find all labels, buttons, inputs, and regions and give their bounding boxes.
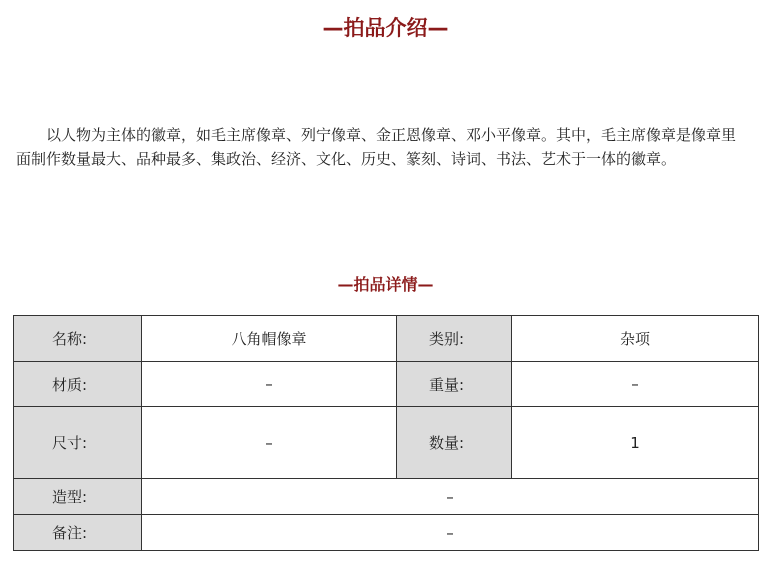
- size-value: –: [142, 407, 397, 479]
- table-row: [14, 515, 759, 551]
- table-row: [14, 316, 759, 362]
- name-value: 八角帽像章: [142, 316, 397, 362]
- notes-value: –: [142, 515, 759, 551]
- table-row: [14, 407, 759, 479]
- quantity-label: 数量:: [397, 407, 512, 479]
- category-label: 类别:: [397, 316, 512, 362]
- weight-value: –: [512, 362, 759, 407]
- quantity-value: 1: [512, 407, 759, 479]
- material-label: 材质:: [14, 362, 142, 407]
- name-label: 名称:: [14, 316, 142, 362]
- table-row: [14, 362, 759, 407]
- intro-paragraph: 以人物为主体的徽章，如毛主席像章、列宁像章、金正恩像章、邓小平像章。其中，毛主席像章是像章里面制作数量最大、品种最多、集政治、经济、文化、历史、篆刻、诗词、书法、艺术于一体的徽章。: [16, 126, 737, 168]
- shape-value: –: [142, 479, 759, 515]
- category-value: 杂项: [512, 316, 759, 362]
- intro-section-title: —拍品介绍—: [322, 16, 449, 40]
- table-row: [14, 479, 759, 515]
- size-label: 尺寸:: [14, 407, 142, 479]
- material-value: –: [142, 362, 397, 407]
- notes-label: 备注:: [14, 515, 142, 551]
- shape-label: 造型:: [14, 479, 142, 515]
- weight-label: 重量:: [397, 362, 512, 407]
- details-table: [13, 315, 759, 551]
- details-section-title: —拍品详情—: [337, 275, 434, 294]
